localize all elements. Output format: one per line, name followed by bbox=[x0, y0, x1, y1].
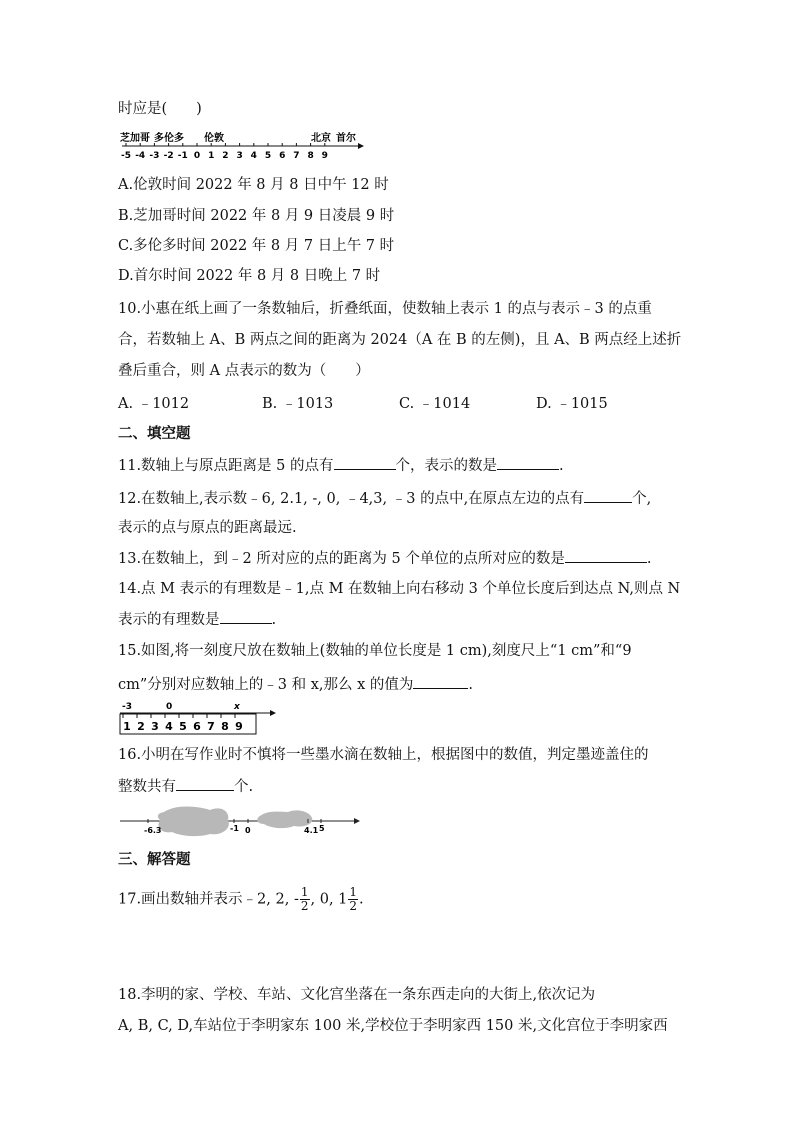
q11-blank-1[interactable] bbox=[334, 455, 396, 470]
q12-line-2: 表示的点与原点的距离最远. bbox=[118, 520, 297, 536]
label-0: 0 bbox=[245, 826, 251, 835]
q16-blank[interactable] bbox=[176, 776, 234, 791]
city-label-london: 伦敦 bbox=[204, 133, 224, 144]
q17-fraction-1 bbox=[300, 886, 310, 913]
label-neg-1: -1 bbox=[230, 824, 239, 833]
axis-tick-label: 4 bbox=[250, 151, 257, 161]
q17-text-1: 17.画出数轴并表示﹣2, 2, - bbox=[118, 891, 299, 908]
q17-text-2: , 0, 1 bbox=[310, 891, 348, 908]
q15-line-1: 15.如图,将一刻度尺放在数轴上(数轴的单位长度是 1 cm),刻度尺上“1 cm”和“9 bbox=[118, 643, 632, 659]
q12-blank[interactable] bbox=[584, 488, 632, 503]
q12-text-2: 个, bbox=[632, 491, 652, 507]
q10-option-b[interactable]: B. ﹣1013 bbox=[262, 396, 334, 412]
q16-axis-arrow bbox=[354, 818, 360, 824]
q13-text-2: . bbox=[646, 551, 652, 567]
q9-option-b[interactable]: B.芝加哥时间 2022 年 8 月 9 日凌晨 9 时 bbox=[118, 208, 395, 224]
axis-tick-label: 0 bbox=[193, 151, 201, 161]
axis-tick-label: 1 bbox=[208, 151, 215, 161]
q17-fraction-2 bbox=[348, 886, 358, 913]
q10-stem-line-1: 10.小惠在纸上画了一条数轴后，折叠纸面，使数轴上表示 1 的点与表示﹣3 的点重 bbox=[118, 301, 652, 317]
q15-text-1: cm”分别对应数轴上的﹣3 和 x,那么 x 的值为 bbox=[118, 677, 414, 693]
label-4-1: 4.1 bbox=[304, 826, 319, 835]
ruler-digit: 5 bbox=[179, 720, 187, 733]
q10-stem-line-2: 合，若数轴上 A、B 两点之间的距离为 2024（A 在 B 的左侧)，且 A、B 两点经上述折 bbox=[118, 332, 682, 348]
q16-ink-axis-figure bbox=[118, 802, 368, 838]
q16-line-2 bbox=[118, 776, 253, 797]
q18-line-1: 18.李明的家、学校、车站、文化宫坐落在一条东西走向的大街上,依次记为 bbox=[118, 987, 596, 1003]
section-answer-title: 三、解答题 bbox=[118, 852, 191, 868]
q17-text-3: . bbox=[359, 891, 364, 908]
q9-stem-tail: 时应是( ) bbox=[118, 101, 202, 117]
q14-blank[interactable] bbox=[220, 609, 272, 624]
axis-label-neg3: -3 bbox=[122, 702, 132, 712]
q18-line-2: A, B, C, D,车站位于李明家东 100 米,学校位于李明家西 150 米,文化宫位于李明家西 bbox=[118, 1018, 668, 1034]
q11-text-2: 个，表示的数是 bbox=[395, 458, 498, 474]
axis-tick-label: 2 bbox=[222, 151, 229, 161]
q15-blank[interactable] bbox=[413, 674, 468, 689]
q14-text-2: . bbox=[271, 612, 277, 628]
axis-tick-label: -2 bbox=[163, 151, 174, 161]
q9-timezone-axis-figure bbox=[118, 130, 368, 162]
q15-ruler-figure bbox=[118, 700, 278, 738]
section-fill-in-title: 二、填空题 bbox=[118, 426, 191, 442]
q9-option-a[interactable]: A.伦敦时间 2022 年 8 月 8 日中午 12 时 bbox=[118, 177, 389, 193]
q13-text-1: 13.在数轴上，到﹣2 所对应的点的距离为 5 个单位的点所对应的数是 bbox=[118, 551, 565, 567]
ruler-digit: 6 bbox=[193, 720, 201, 733]
q14-line-2 bbox=[118, 609, 276, 630]
q10-options bbox=[118, 394, 608, 414]
axis-tick-label: 8 bbox=[307, 151, 314, 161]
fraction-numerator: 1 bbox=[349, 885, 358, 899]
axis-tick-label: 6 bbox=[279, 151, 286, 161]
q10-option-d[interactable]: D. ﹣1015 bbox=[536, 396, 608, 412]
axis-tick-label: 3 bbox=[236, 151, 243, 161]
axis-tick-label: 7 bbox=[293, 151, 300, 161]
label-5: 5 bbox=[319, 824, 325, 833]
q11-blank-2[interactable] bbox=[497, 455, 559, 470]
q13-blank[interactable] bbox=[565, 548, 647, 563]
q13 bbox=[118, 548, 651, 569]
axis-tick-label: -3 bbox=[149, 151, 160, 161]
q16-line-1: 16.小明在写作业时不慎将一些墨水滴在数轴上，根据图中的数值，判定墨迹盖住的 bbox=[118, 747, 649, 763]
q12-text-1: 12.在数轴上,表示数﹣6, 2.1, -, 0, ﹣4,3, ﹣3 的点中,在原点左边的点有 bbox=[118, 491, 585, 507]
label-neg-6-3: -6.3 bbox=[144, 826, 162, 835]
q11-text-3: . bbox=[559, 458, 564, 474]
axis-tick-label: 9 bbox=[321, 151, 328, 161]
q14-line-1: 14.点 M 表示的有理数是﹣1,点 M 在数轴上向右移动 3 个单位长度后到达点 N,则点 N bbox=[118, 581, 681, 597]
q16-text-1: 整数共有 bbox=[118, 779, 176, 795]
fraction-numerator: 1 bbox=[300, 885, 309, 899]
fraction-denominator: 2 bbox=[300, 899, 309, 913]
q15-text-2: . bbox=[468, 677, 474, 693]
axis-tick-label: -1 bbox=[177, 151, 188, 161]
fraction-denominator: 2 bbox=[349, 899, 358, 913]
q9-option-d[interactable]: D.首尔时间 2022 年 8 月 8 日晚上 7 时 bbox=[118, 268, 381, 284]
axis-arrow bbox=[358, 143, 364, 149]
ruler-digit: 1 bbox=[123, 720, 131, 733]
ruler-digit: 4 bbox=[165, 720, 173, 733]
q15-line-2 bbox=[118, 674, 473, 695]
ruler-digit: 9 bbox=[235, 720, 243, 733]
q10-option-a[interactable]: A. ﹣1012 bbox=[118, 396, 190, 412]
q9-option-c[interactable]: C.多伦多时间 2022 年 8 月 7 日上午 7 时 bbox=[118, 238, 395, 254]
ruler-digit: 7 bbox=[207, 720, 215, 733]
ink-blot-left bbox=[158, 807, 229, 837]
q16-text-2: 个. bbox=[234, 779, 254, 795]
ruler-digit: 8 bbox=[221, 720, 229, 733]
q11-text-1: 11.数轴上与原点距离是 5 的点有 bbox=[118, 458, 334, 474]
axis-tick-label: -4 bbox=[135, 151, 146, 161]
ruler-digit: 2 bbox=[137, 720, 145, 733]
city-label-chicago: 芝加哥 bbox=[120, 133, 150, 144]
axis-label-0: 0 bbox=[166, 702, 173, 712]
city-label-beijing: 北京 bbox=[311, 133, 331, 144]
city-label-toronto: 多伦多 bbox=[154, 133, 184, 144]
axis-tick-label: 5 bbox=[264, 151, 272, 161]
q10-stem-line-3: 叠后重合，则 A 点表示的数为（ ） bbox=[118, 363, 370, 379]
axis-tick-label: -5 bbox=[121, 151, 131, 161]
q10-option-c[interactable]: C. ﹣1014 bbox=[399, 396, 471, 412]
city-label-seoul: 首尔 bbox=[336, 133, 356, 144]
q11 bbox=[118, 455, 564, 476]
ruler-digit: 3 bbox=[151, 720, 159, 733]
axis-label-x: x bbox=[234, 702, 240, 712]
q15-axis-arrow bbox=[270, 710, 276, 716]
q12-line-1 bbox=[118, 488, 651, 509]
q17 bbox=[118, 886, 364, 913]
q14-text-1: 表示的有理数是 bbox=[118, 612, 220, 628]
